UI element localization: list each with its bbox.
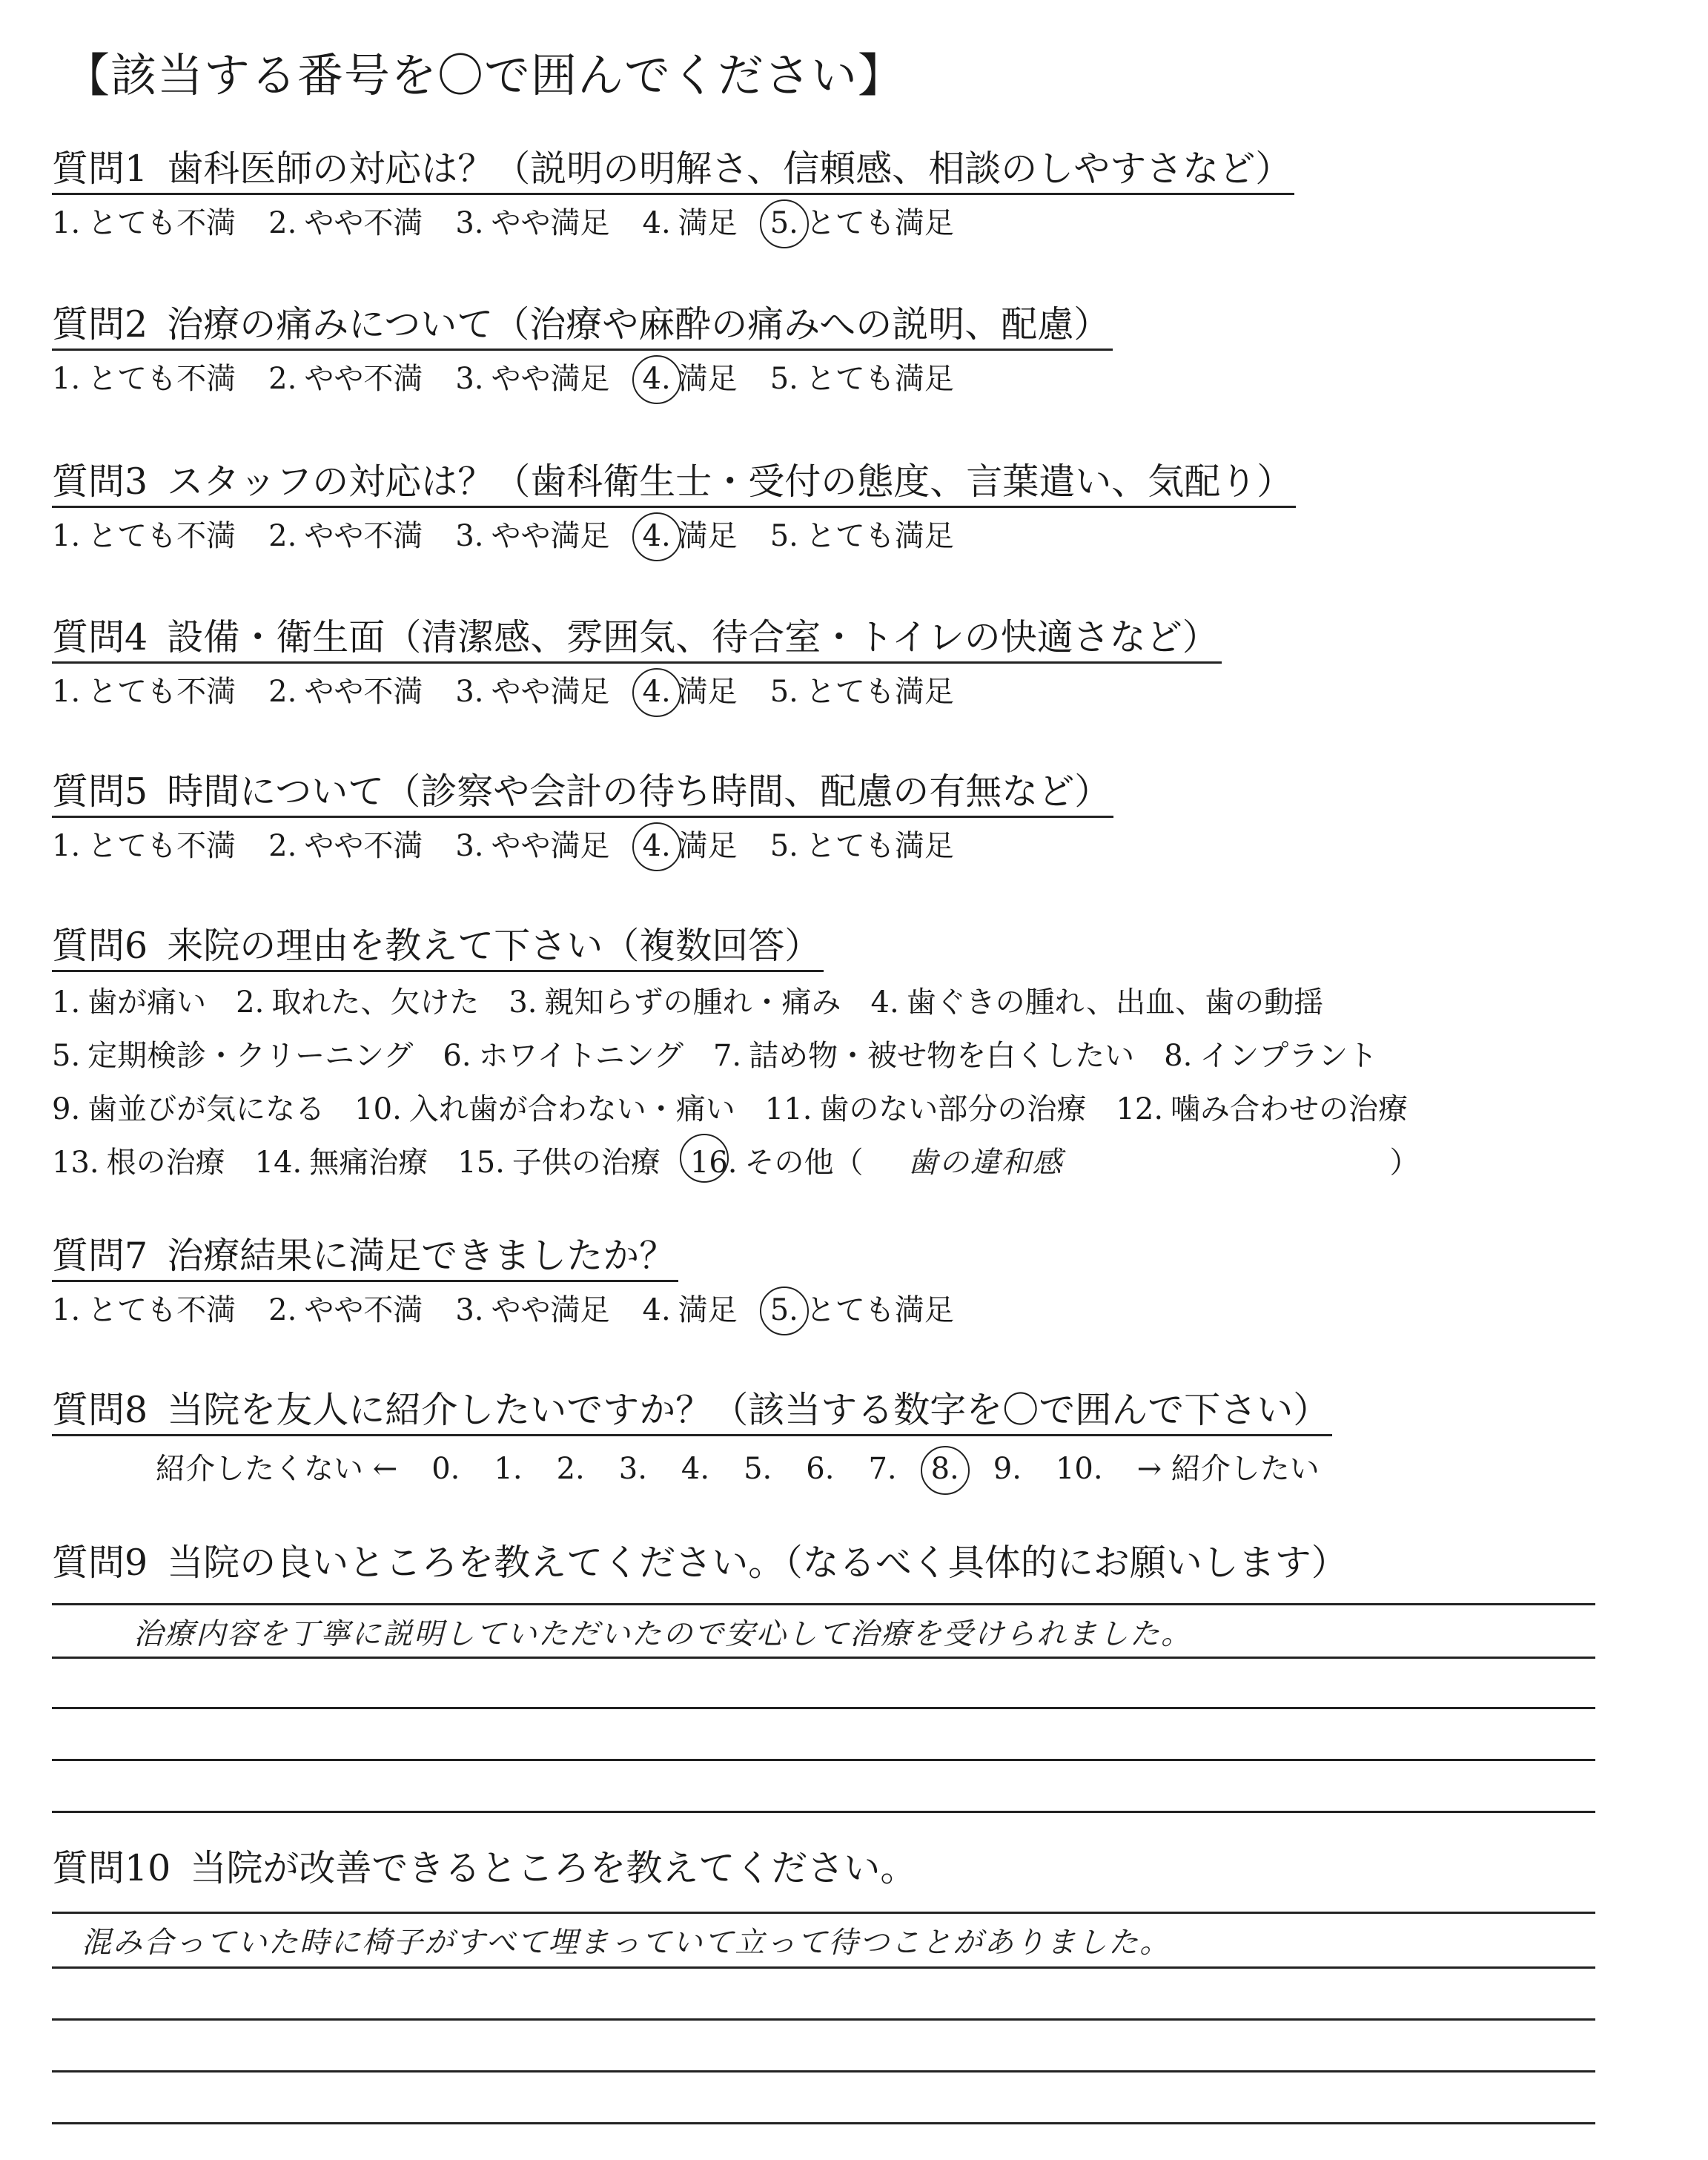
- rating-option: [643, 1292, 738, 1328]
- reason-option: [52, 1140, 225, 1186]
- option-number: 7.: [712, 1039, 742, 1074]
- question-7: [52, 1235, 1646, 1328]
- option-number: 5.: [769, 1293, 798, 1328]
- option-number: 3.: [455, 675, 484, 710]
- option-number: 5.: [769, 519, 798, 554]
- scale-value: 5.: [744, 1452, 772, 1487]
- option-label: 詰め物・被せ物を白くしたい: [749, 1039, 1135, 1074]
- option-label: 満足: [678, 206, 738, 241]
- rating-option: [770, 828, 954, 864]
- answer-line: [52, 1603, 1595, 1605]
- rating-option: [770, 518, 954, 554]
- option-number: 2.: [268, 829, 297, 864]
- option-number: 1.: [52, 675, 81, 710]
- handwritten-answer: 治療内容を丁寧に説明していただいたので安心して治療を受けられました。: [133, 1617, 1192, 1651]
- question-number: 質問4: [52, 616, 148, 658]
- scale-value: 4.: [681, 1452, 710, 1487]
- option-number: 9.: [52, 1092, 81, 1127]
- question-text: 当院の良いところを教えてください。（なるべく具体的にお願いします）: [167, 1542, 1348, 1584]
- question-heading: [52, 304, 1113, 351]
- question-8: [52, 1390, 1646, 1487]
- question-number: 質問5: [52, 770, 148, 813]
- option-label: とても不満: [87, 362, 236, 397]
- reason-option: [52, 980, 206, 1025]
- option-label: とても不満: [87, 1293, 236, 1328]
- reason-option: [509, 980, 841, 1025]
- option-number: 2.: [268, 519, 297, 554]
- scale-value: 8.: [930, 1452, 959, 1487]
- option-label: 満足: [678, 1293, 738, 1328]
- option-number: 2.: [268, 675, 297, 710]
- rating-option: [455, 205, 609, 241]
- rating-options: [52, 674, 1646, 710]
- scale-value: 7.: [868, 1452, 897, 1487]
- reason-option: [52, 1033, 413, 1079]
- options-row: [52, 1140, 1646, 1186]
- option-label: やや不満: [304, 206, 423, 241]
- option-label: とても満足: [805, 362, 954, 397]
- question-4: [52, 617, 1646, 710]
- question-number: 質問9: [52, 1542, 148, 1584]
- rating-option: [455, 674, 609, 710]
- option-label: 歯が痛い: [87, 985, 207, 1020]
- option-label: とても満足: [805, 675, 954, 710]
- rating-option: [455, 828, 609, 864]
- question-heading: [52, 771, 1113, 818]
- rating-options: [52, 205, 1646, 241]
- rating-option: [268, 1292, 423, 1328]
- option-label: やや満足: [491, 362, 610, 397]
- rating-option: [268, 205, 423, 241]
- option-number: 1.: [52, 1293, 81, 1328]
- question-heading: [52, 925, 824, 972]
- option-number: 3.: [455, 1293, 484, 1328]
- scale-value: 6.: [806, 1452, 835, 1487]
- option-label: 定期検診・クリーニング: [87, 1039, 414, 1074]
- answer-line: [52, 2122, 1595, 2124]
- option-label: とても満足: [805, 829, 954, 864]
- option-number: 6.: [443, 1039, 471, 1074]
- question-number: 質問2: [52, 303, 148, 346]
- recommend-scale: [156, 1445, 1646, 1487]
- rating-option: [770, 205, 954, 241]
- option-label: やや満足: [491, 1293, 610, 1328]
- rating-option: [268, 361, 423, 397]
- option-label: とても満足: [805, 1293, 954, 1328]
- rating-option: [643, 361, 738, 397]
- option-label: やや不満: [304, 519, 423, 554]
- question-heading: [52, 1542, 1351, 1587]
- rating-option: [268, 518, 423, 554]
- option-label: 満足: [678, 829, 738, 864]
- reason-options: [52, 980, 1646, 1186]
- option-number: 1.: [52, 519, 81, 554]
- option-label: とても不満: [87, 829, 236, 864]
- option-label: 満足: [678, 675, 738, 710]
- scale-value: 10.: [1055, 1452, 1103, 1487]
- option-label: とても満足: [805, 519, 954, 554]
- option-label: とても不満: [87, 675, 236, 710]
- question-1: [52, 148, 1646, 241]
- option-label: 満足: [678, 519, 738, 554]
- answer-line: [52, 1707, 1595, 1709]
- options-row: [52, 1033, 1646, 1079]
- option-number: 1.: [52, 829, 81, 864]
- option-number: 2.: [236, 985, 265, 1020]
- scale-value: 0.: [431, 1452, 460, 1487]
- question-text: 設備・衛生面（清潔感、雰囲気、待合室・トイレの快適さなど）: [167, 616, 1219, 658]
- question-heading: [52, 461, 1296, 508]
- option-label: 歯のない部分の治療: [819, 1092, 1087, 1127]
- option-number: 1.: [52, 362, 81, 397]
- option-label: 歯ぐきの腫れ、出血、歯の動揺: [906, 985, 1324, 1020]
- rating-option: [643, 518, 738, 554]
- option-label: 噛み合わせの治療: [1171, 1092, 1409, 1127]
- rating-options: [52, 828, 1646, 864]
- scale-value: 2.: [556, 1452, 585, 1487]
- option-label: インプラント: [1199, 1039, 1378, 1074]
- option-label: やや満足: [491, 675, 610, 710]
- option-number: 3.: [455, 362, 484, 397]
- option-label: 無痛治療: [309, 1146, 428, 1180]
- reason-option: [236, 980, 479, 1025]
- question-heading: [52, 1235, 678, 1282]
- option-number: 2.: [268, 362, 297, 397]
- option-number: 1.: [52, 206, 81, 241]
- other-answer: 歯の違和感: [907, 1146, 1064, 1180]
- answer-line: [52, 1966, 1595, 1969]
- question-text: 時間について（診察や会計の待ち時間、配慮の有無など）: [167, 770, 1111, 813]
- option-number: 11.: [764, 1092, 812, 1127]
- page-title: 【該当する番号を〇で囲んでください】: [64, 48, 905, 102]
- reason-option: [713, 1033, 1134, 1079]
- options-row: [52, 1086, 1646, 1132]
- question-text: 治療の痛みについて（治療や麻酔の痛みへの説明、配慮）: [167, 303, 1110, 346]
- question-text: 当院を友人に紹介したいですか？（該当する数字を〇で囲んで下さい）: [167, 1389, 1330, 1431]
- option-number: 12.: [1116, 1092, 1164, 1127]
- option-number: 2.: [268, 206, 297, 241]
- rating-option: [455, 518, 609, 554]
- option-label: 満足: [678, 362, 738, 397]
- option-label: 根の治療: [106, 1146, 225, 1180]
- reason-option: [765, 1086, 1087, 1132]
- option-number: 4.: [870, 985, 899, 1020]
- handwritten-answer: 混み合っていた時に椅子がすべて埋まっていて立って待つことがありました。: [82, 1926, 1171, 1960]
- rating-option: [643, 674, 738, 710]
- rating-option: [770, 1292, 954, 1328]
- question-text: 治療結果に満足できましたか？: [167, 1235, 676, 1277]
- option-label: やや満足: [491, 206, 610, 241]
- option-label: その他（: [744, 1146, 864, 1180]
- reason-option: [1164, 1033, 1377, 1079]
- reason-option: [457, 1140, 661, 1186]
- rating-options: [52, 1292, 1646, 1328]
- option-number: 10.: [354, 1092, 402, 1127]
- question-number: 質問10: [52, 1847, 171, 1889]
- scale-value: 3.: [618, 1452, 647, 1487]
- option-number: 4.: [642, 675, 671, 710]
- question-text: 当院が改善できるところを教えてください。: [190, 1847, 917, 1889]
- reason-option: [443, 1033, 683, 1079]
- rating-options: [52, 361, 1646, 397]
- rating-option: [770, 361, 954, 397]
- option-number: 3.: [455, 519, 484, 554]
- scale-right-label: → 紹介したい: [1136, 1452, 1320, 1487]
- question-6: [52, 925, 1646, 1186]
- option-number: 4.: [642, 1293, 671, 1328]
- rating-option: [52, 1292, 236, 1328]
- reason-option: [1116, 1086, 1408, 1132]
- option-label: やや満足: [491, 829, 610, 864]
- rating-option: [770, 674, 954, 710]
- option-label: やや満足: [491, 519, 610, 554]
- question-number: 質問6: [52, 925, 148, 967]
- option-label: 親知らずの腫れ・痛み: [544, 985, 841, 1020]
- question-heading: [52, 148, 1294, 195]
- rating-option: [52, 205, 236, 241]
- question-number: 質問7: [52, 1235, 148, 1277]
- scale-value: 1.: [494, 1452, 523, 1487]
- question-text: 来院の理由を教えて下さい（複数回答）: [167, 925, 821, 967]
- rating-option: [52, 361, 236, 397]
- reason-option: [52, 1086, 325, 1132]
- rating-option: [268, 828, 423, 864]
- reason-option: [871, 980, 1324, 1025]
- option-label: とても満足: [805, 206, 954, 241]
- option-label: やや不満: [304, 1293, 423, 1328]
- answer-line: [52, 2018, 1595, 2021]
- option-number: 16.: [689, 1146, 738, 1180]
- reason-option: [690, 1140, 864, 1186]
- scale-left-label: 紹介したくない ←: [156, 1452, 398, 1487]
- scale-value: 9.: [993, 1452, 1022, 1487]
- rating-option: [268, 674, 423, 710]
- option-label: とても不満: [87, 519, 236, 554]
- option-number: 8.: [1164, 1039, 1193, 1074]
- question-heading: [52, 617, 1222, 664]
- option-label: 入れ歯が合わない・痛い: [408, 1092, 735, 1127]
- answer-line: [52, 1811, 1595, 1813]
- rating-options: [52, 518, 1646, 554]
- option-number: 5.: [52, 1039, 81, 1074]
- question-10: [52, 1848, 1646, 1892]
- option-number: 3.: [455, 206, 484, 241]
- rating-option: [52, 828, 236, 864]
- option-number: 1.: [52, 985, 81, 1020]
- option-label: やや不満: [304, 362, 423, 397]
- rating-option: [455, 1292, 609, 1328]
- option-number: 13.: [52, 1146, 99, 1180]
- option-number: 4.: [642, 206, 671, 241]
- option-label: 子供の治療: [512, 1146, 661, 1180]
- answer-line: [52, 1657, 1595, 1659]
- option-label: 歯並びが気になる: [87, 1092, 325, 1127]
- option-label: やや不満: [304, 829, 423, 864]
- option-label: やや不満: [304, 675, 423, 710]
- question-2: [52, 304, 1646, 397]
- reason-option: [354, 1086, 735, 1132]
- question-heading: [52, 1390, 1332, 1436]
- question-text: スタッフの対応は？（歯科衛生士・受付の態度、言葉遣い、気配り）: [167, 460, 1294, 503]
- option-number: 15.: [457, 1146, 505, 1180]
- answer-line: [52, 2070, 1595, 2073]
- option-number: 5.: [769, 206, 798, 241]
- option-number: 5.: [769, 675, 798, 710]
- option-number: 3.: [455, 829, 484, 864]
- question-5: [52, 771, 1646, 864]
- option-number: 4.: [642, 829, 671, 864]
- option-number: 5.: [769, 362, 798, 397]
- option-number: 14.: [254, 1146, 302, 1180]
- option-label: 取れた、欠けた: [271, 985, 480, 1020]
- option-label: ホワイトニング: [478, 1039, 683, 1074]
- option-number: 4.: [642, 519, 671, 554]
- close-paren: ）: [1389, 1146, 1420, 1180]
- option-label: とても不満: [87, 206, 236, 241]
- question-9: [52, 1542, 1646, 1587]
- question-3: [52, 461, 1646, 554]
- option-number: 3.: [509, 985, 537, 1020]
- question-number: 質問8: [52, 1389, 148, 1431]
- answer-line: [52, 1912, 1595, 1914]
- option-number: 2.: [268, 1293, 297, 1328]
- answer-line: [52, 1759, 1595, 1761]
- option-number: 4.: [642, 362, 671, 397]
- question-number: 質問1: [52, 148, 148, 190]
- other-field: [893, 1140, 1420, 1186]
- rating-option: [643, 828, 738, 864]
- question-number: 質問3: [52, 460, 148, 503]
- question-heading: [52, 1848, 919, 1892]
- rating-option: [643, 205, 738, 241]
- rating-option: [52, 674, 236, 710]
- rating-option: [52, 518, 236, 554]
- option-number: 5.: [769, 829, 798, 864]
- options-row: [52, 980, 1646, 1025]
- question-text: 歯科医師の対応は？（説明の明解さ、信頼感、相談のしやすさなど）: [167, 148, 1292, 190]
- rating-option: [455, 361, 609, 397]
- reason-option: [255, 1140, 428, 1186]
